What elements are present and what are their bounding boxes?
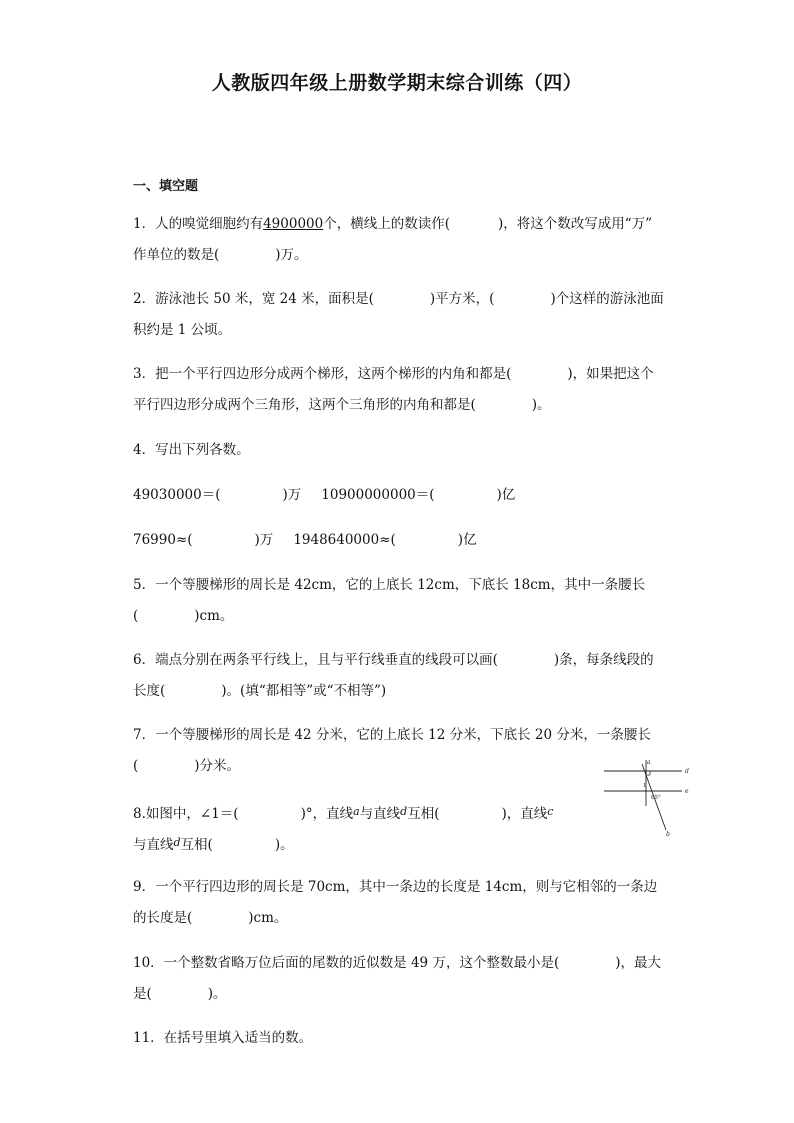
- question-8-line-1: 8.如图中，∠1＝( )°，直线$^a$与直线$^d$互相( )，直线$^c$: [133, 805, 554, 822]
- section-heading: 一、填空题: [133, 179, 199, 194]
- question-6-line-2: 长度( )。(填“都相等”或“不相等”): [133, 683, 387, 699]
- page-title: 人教版四年级上册数学期末综合训练（四）: [211, 72, 583, 94]
- question-4-text: 4．写出下列各数。: [133, 442, 250, 458]
- question-5-line-1: 5．一个等腰梯形的周长是 42cm，它的上底长 12cm，下底长 18cm，其中一条腰长: [133, 577, 646, 593]
- figure-label-e: e: [685, 788, 689, 795]
- question-6-line-1: 6．端点分别在两条平行线上，且与平行线垂直的线段可以画( )条，每条线段的: [133, 652, 654, 668]
- question-2-line-1: 2．游泳池长 50 米，宽 24 米，面积是( )平方米，( )个这样的游泳池面: [133, 291, 664, 307]
- figure-angle-65: 65°: [651, 795, 661, 801]
- question-8-line-2: 与直线$^d$互相( )。: [133, 836, 294, 853]
- question-10-line-2: 是( )。: [133, 986, 227, 1002]
- figure-angle-1: 1: [643, 783, 647, 789]
- question-1-line-2: 作单位的数是( )万。: [133, 247, 308, 263]
- question-9-line-2: 的长度是( )cm。: [133, 910, 288, 926]
- question-7-line-2: ( )分米。: [133, 758, 241, 774]
- question-3-line-1: 3．把一个平行四边形分成两个梯形，这两个梯形的内角和都是( )，如果把这个: [133, 366, 654, 382]
- question-10-line-1: 10．一个整数省略万位后面的尾数的近似数是 49 万，这个整数最小是( )，最大: [133, 955, 661, 971]
- question-4-row-2: 76990≈( )万 1948640000≈( )亿: [133, 532, 477, 548]
- question-2-line-2: 积约是 1 公顷。: [133, 322, 232, 338]
- question-9-line-1: 9．一个平行四边形的周长是 70cm，其中一条边的长度是 14cm，则与它相邻的一条边: [133, 879, 658, 895]
- parallel-lines-figure: [602, 758, 692, 838]
- question-3-line-2: 平行四边形分成两个三角形，这两个三角形的内角和都是( )。: [133, 397, 551, 413]
- question-4-row-1: 49030000＝( )万 10900000000＝( )亿: [133, 487, 516, 503]
- question-5-line-2: ( )cm。: [133, 608, 234, 624]
- figure-label-d: d: [685, 768, 689, 775]
- question-7-line-1: 7．一个等腰梯形的周长是 42 分米，它的上底长 12 分米，下底长 20 分米，一条腰长: [133, 727, 651, 743]
- question-11-text: 11．在括号里填入适当的数。: [133, 1030, 313, 1046]
- figure-label-b: b: [666, 831, 670, 838]
- question-1-line-1: 1．人的嗅觉细胞约有4900000个，横线上的数读作( )，将这个数改写成用“万”: [133, 216, 653, 232]
- figure-label-a: a: [647, 759, 651, 766]
- underlined-number: 4900000: [263, 216, 324, 232]
